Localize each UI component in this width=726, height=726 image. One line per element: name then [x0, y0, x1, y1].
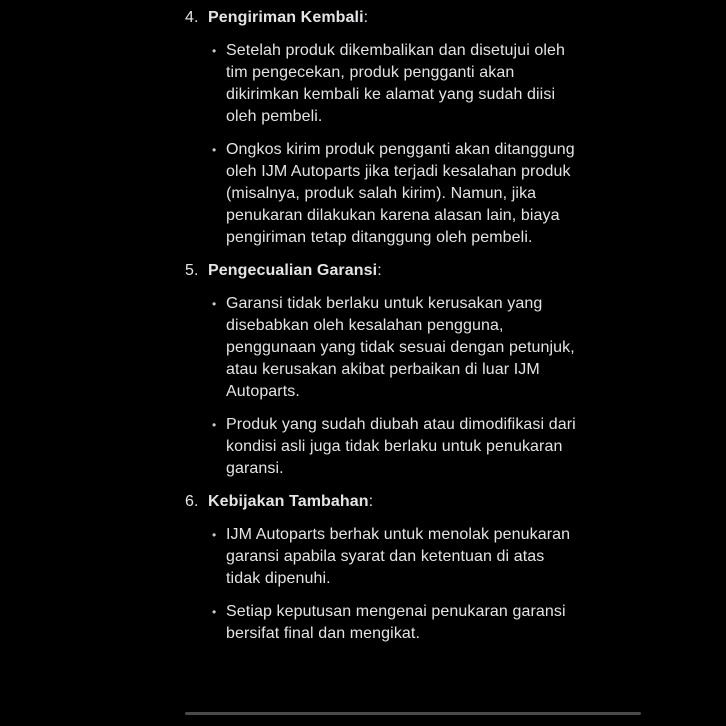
bullet-icon: •	[212, 605, 217, 619]
heading-colon: :	[368, 493, 374, 510]
bullet-text: Garansi tidak berlaku untuk kerusakan yang disebabkan oleh kesalahan pengguna, penggunaan yang tidak sesuai dengan petunjuk, atau kerusakan akibat perbaikan di luar IJM Autoparts.	[226, 295, 575, 400]
bullet-item	[185, 414, 605, 480]
bullet-icon: •	[212, 528, 217, 542]
bullet-text: Produk yang sudah diubah atau dimodifikasi dari kondisi asli juga tidak berlaku untuk penukaran garansi.	[226, 416, 576, 477]
section-title: Pengecualian Garansi	[208, 262, 378, 279]
section-title: Pengiriman Kembali	[208, 9, 364, 26]
section-title-wrap	[208, 491, 373, 513]
bullet-text: Setelah produk dikembalikan dan disetujui oleh tim pengecekan, produk pengganti akan dikirimkan kembali ke alamat yang sudah diisi oleh pembeli.	[226, 42, 566, 125]
bullet-text: Setiap keputusan mengenai penukaran garansi bersifat final dan mengikat.	[226, 603, 566, 642]
section-heading	[185, 7, 605, 29]
bullet-icon: •	[212, 44, 217, 58]
section-number: 4.	[185, 9, 199, 26]
policy-text-body	[185, 7, 605, 656]
bullet-icon: •	[212, 297, 217, 311]
section-title-wrap	[208, 7, 368, 29]
bottom-divider	[185, 712, 641, 715]
section-heading	[185, 491, 605, 513]
bullet-item	[185, 524, 605, 590]
section-title-wrap	[208, 260, 382, 282]
bullet-item	[185, 601, 605, 645]
bullet-icon: •	[212, 143, 217, 157]
bullet-text: Ongkos kirim produk pengganti akan ditanggung oleh IJM Autoparts jika terjadi kesalahan produk (misalnya, produk salah kirim). Namun, jika penukaran dilakukan karena alasan lain, biaya pengiriman tetap ditanggung oleh pembeli.	[226, 141, 575, 246]
section-title: Kebijakan Tambahan	[208, 493, 369, 510]
bullet-item	[185, 293, 605, 403]
heading-colon: :	[363, 9, 369, 26]
section-number: 6.	[185, 493, 199, 510]
bullet-item	[185, 40, 605, 128]
bullet-icon: •	[212, 418, 217, 432]
heading-colon: :	[377, 262, 382, 279]
section-number: 5.	[185, 262, 199, 279]
bullet-text: IJM Autoparts berhak untuk menolak penukaran garansi apabila syarat dan ketentuan di atas tidak dipenuhi.	[226, 526, 571, 587]
section-heading	[185, 260, 605, 282]
bullet-item	[185, 139, 605, 249]
